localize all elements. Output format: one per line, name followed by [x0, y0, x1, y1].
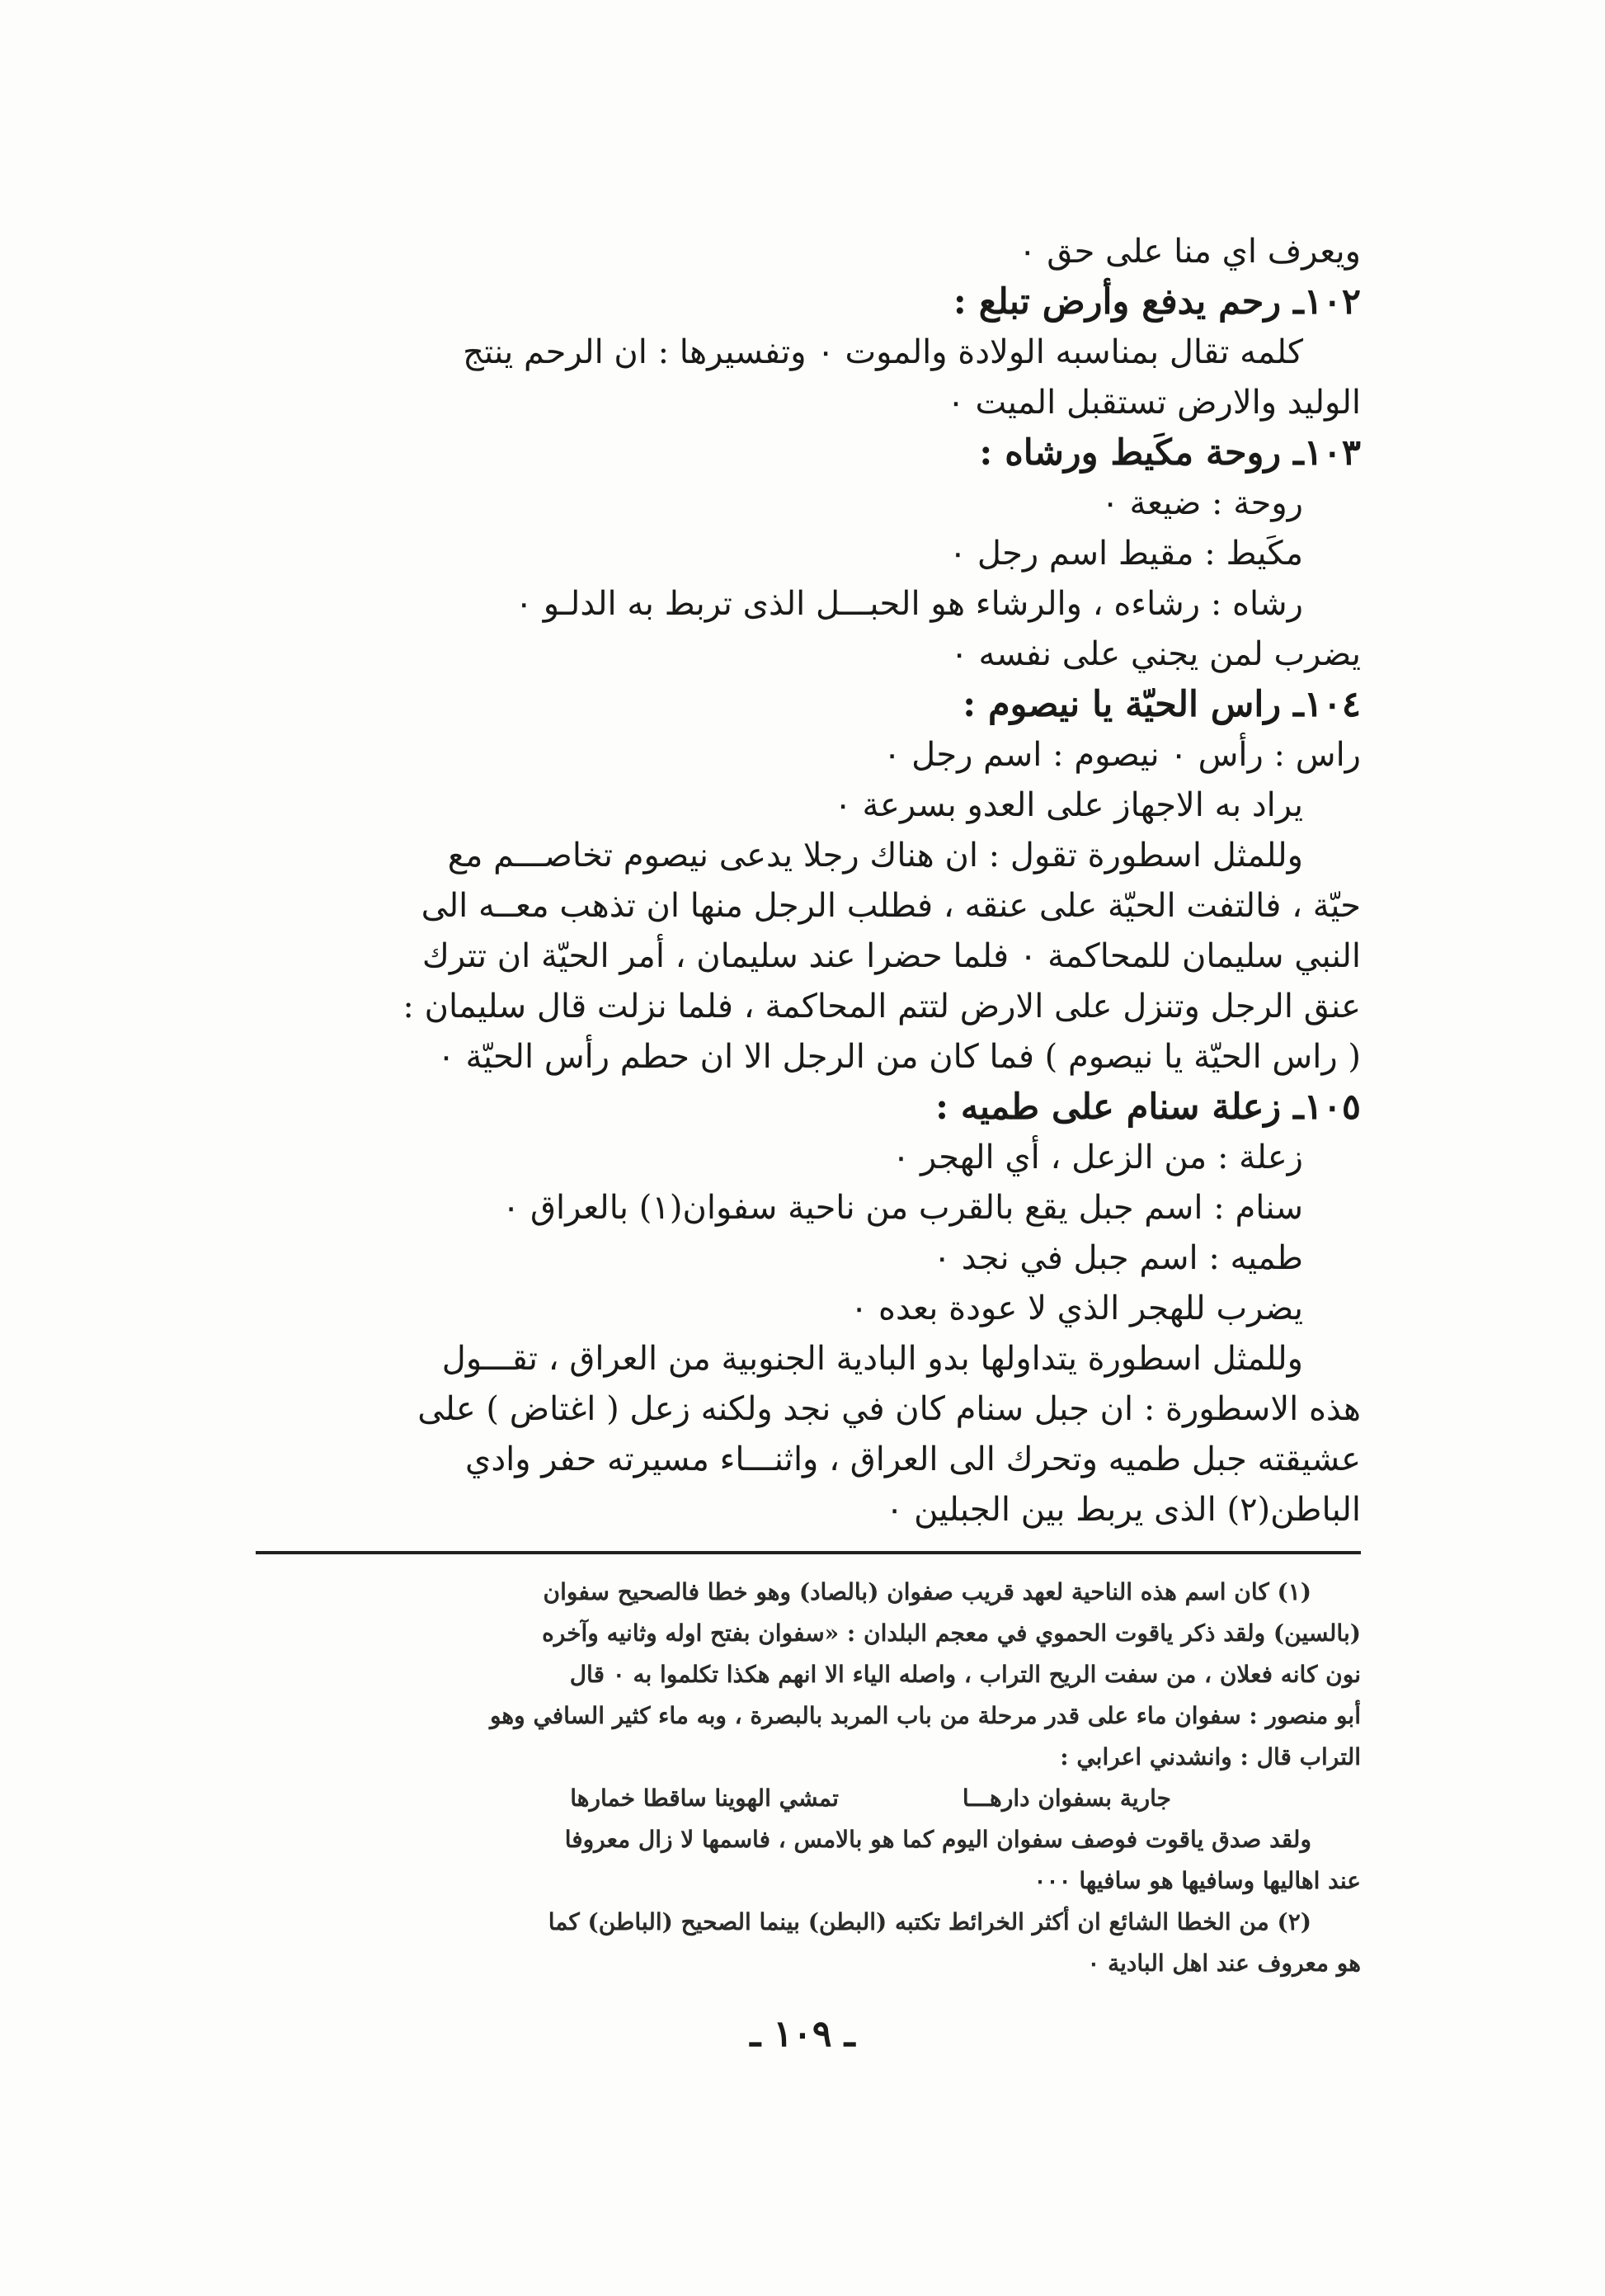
footnote-2-line: هو معروف عند اهل البادية ٠: [1087, 1949, 1361, 1977]
proverb-heading-102: ١٠٢ـ رحم يدفع وأرض تبلع :: [953, 281, 1361, 323]
proverb-heading-104: ١٠٤ـ راس الحيّة يا نيصوم :: [963, 684, 1361, 725]
body-line: الوليد والارض تستقبل الميت ٠: [947, 384, 1361, 422]
footnote-1-line: نون كانه فعلان ، من سفت الريح التراب ، واصله الياء الا انهم هكذا تكلموا به ٠ قال: [569, 1661, 1361, 1688]
page-number: ـ ١٠٩ ـ: [750, 2013, 855, 2055]
body-line: زعلة : من الزعل ، أي الهجر ٠: [892, 1139, 1303, 1176]
body-line: عشيقته جبل طميه وتحرك الى العراق ، واثنـــاء مسيرته حفر وادي: [465, 1440, 1361, 1478]
body-line: يضرب للهجر الذي لا عودة بعده ٠: [850, 1289, 1303, 1327]
proverb-heading-105: ١٠٥ـ زعلة سنام على طميه :: [935, 1087, 1361, 1128]
body-line: راس : رأس ٠ نيصوم : اسم رجل ٠: [883, 736, 1361, 774]
body-line: حيّة ، فالتفت الحيّة على عنقه ، فطلب الرجل منها ان تذهب معــه الى: [421, 887, 1361, 925]
verse-first-hemistich: جارية بسفوان دارهـــا: [962, 1784, 1171, 1812]
body-line: مكَيط : مقيط اسم رجل ٠: [948, 535, 1303, 573]
body-line: الباطن(٢) الذى يربط بين الجبلين ٠: [885, 1491, 1361, 1529]
body-line: كلمه تقال بمناسبه الولادة والموت ٠ وتفسيرها : ان الرحم ينتج: [463, 333, 1303, 371]
body-line: روحة : ضيعة ٠: [1101, 484, 1303, 522]
body-line: سنام : اسم جبل يقع بالقرب من ناحية سفوان(١) بالعراق ٠: [501, 1189, 1303, 1227]
footnote-1-line: (١) كان اسم هذه الناحية لعهد قريب صفوان (بالصاد) وهو خطا فالصحيح سفوان: [543, 1578, 1311, 1605]
body-line: يراد به الاجهاز على العدو بسرعة ٠: [834, 786, 1303, 824]
body-line: يضرب لمن يجني على نفسه ٠: [950, 635, 1361, 673]
footnote-separator: [256, 1551, 1361, 1554]
verse-second-hemistich: تمشي الهوينا ساقطا خمارها: [570, 1784, 839, 1812]
footnote-1-line: (بالسين) ولقد ذكر ياقوت الحموي في معجم البلدان : «سفوان بفتح اوله وثانيه وآخره: [542, 1619, 1361, 1647]
poem-verse: [264, 1778, 1361, 1819]
footnote-1-line: ولقد صدق ياقوت فوصف سفوان اليوم كما هو بالامس ، فاسمها لا زال معروفا: [564, 1826, 1311, 1853]
footnotes: [264, 1572, 1361, 1984]
proverb-heading-103: ١٠٣ـ روحة مكَيط ورشاه :: [979, 432, 1361, 474]
body-line: وللمثل اسطورة يتداولها بدو البادية الجنوبية من العراق ، تقـــول: [441, 1340, 1303, 1378]
footnote-1-line: التراب قال : وانشدني اعرابي :: [1060, 1743, 1361, 1770]
body-line: ( راس الحيّة يا نيصوم ) فما كان من الرجل الا ان حطم رأس الحيّة ٠: [437, 1038, 1361, 1076]
footnote-1-line: عند اهاليها وسافيها هو سافيها ٠٠٠: [1033, 1867, 1361, 1894]
body-line: وللمثل اسطورة تقول : ان هناك رجلا يدعى نيصوم تخاصـــم مع: [447, 837, 1303, 875]
body-line: طميه : اسم جبل في نجد ٠: [933, 1239, 1303, 1277]
body-text: [264, 227, 1361, 1535]
body-line: رشاه : رشاءه ، والرشاء هو الحبـــل الذى تربط به الدلـو ٠: [515, 585, 1303, 623]
body-line: عنق الرجل وتنزل على الارض لتتم المحاكمة ، فلما نزلت قال سليمان :: [402, 988, 1361, 1025]
body-line: هذه الاسطورة : ان جبل سنام كان في نجد ولكنه زعل ( اغتاض ) على: [417, 1390, 1361, 1428]
footnote-1-line: أبو منصور : سفوان ماء على قدر مرحلة من باب المربد بالبصرة ، وبه ماء كثير السافي وهو: [489, 1702, 1361, 1729]
body-line: النبي سليمان للمحاكمة ٠ فلما حضرا عند سليمان ، أمر الحيّة ان تترك: [421, 937, 1361, 975]
body-line: ويعرف اي منا على حق ٠: [1019, 233, 1361, 271]
footnote-2-line: (٢) من الخطا الشائع ان أكثر الخرائط تكتبه (البطن) بينما الصحيح (الباطن) كما: [548, 1908, 1311, 1935]
